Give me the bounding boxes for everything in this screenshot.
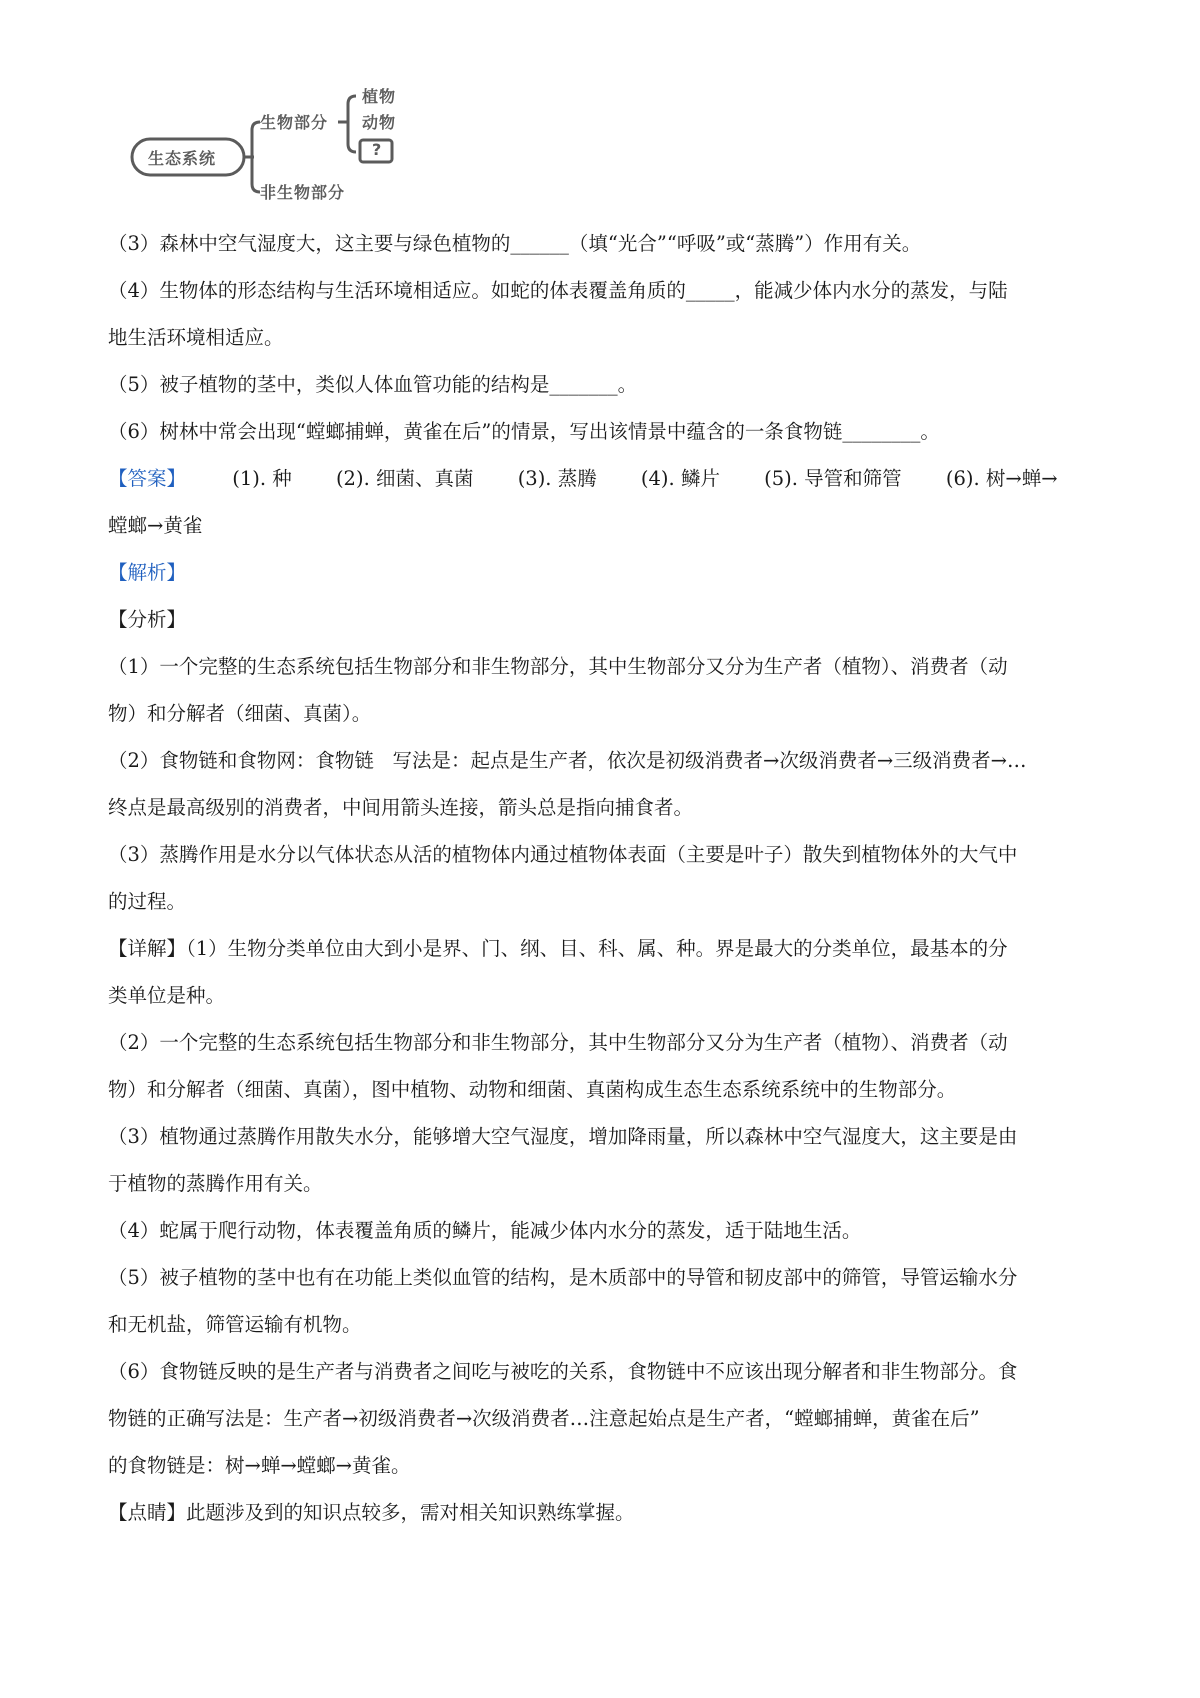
question-3: （3）森林中空气湿度大，这主要与绿色植物的______（填“光合”“呼吸”或“蒸腾”）作用有关。 [108, 232, 922, 255]
diagram-plants-label: 植物 [362, 87, 397, 106]
answer-row [108, 455, 1098, 502]
detail-5-line-2: 和无机盐，筛管运输有机物。 [108, 1313, 362, 1336]
question-6: （6）树林中常会出现“螳螂捕蝉，黄雀在后”的情景，写出该情景中蕴含的一条食物链________。 [108, 420, 940, 443]
detail-1-line-2: 类单位是种。 [108, 984, 226, 1007]
detail-4: （4）蛇属于爬行动物，体表覆盖角质的鳞片，能减少体内水分的蒸发，适于陆地生活。 [108, 1219, 862, 1242]
detail-tag: 【详解】 [108, 937, 187, 960]
detail-3-line-2: 于植物的蒸腾作用有关。 [108, 1172, 323, 1195]
ecosystem-diagram [130, 82, 430, 212]
comment-tag: 【点睛】 [108, 1501, 187, 1524]
analysis-3-line-1: （3）蒸腾作用是水分以气体状态从活的植物体内通过植物体表面（主要是叶子）散失到植物体外的大气中 [108, 843, 1018, 866]
detail-2-line-2: 物）和分解者（细菌、真菌），图中植物、动物和细菌、真菌构成生态生态系统系统中的生物部分。 [108, 1078, 957, 1101]
detail-6-line-1: （6）食物链反映的是生产者与消费者之间吃与被吃的关系，食物链中不应该出现分解者和非生物部分。食 [108, 1360, 1018, 1383]
comment-line [108, 1489, 1098, 1536]
answer-item-6: (6). 树→蝉→ [945, 467, 1058, 490]
detail-1-line-1 [108, 925, 1098, 972]
detail-5-line-1: （5）被子植物的茎中也有在功能上类似血管的结构，是木质部中的导管和韧皮部中的筛管，导管运输水分 [108, 1266, 1018, 1289]
diagram-animals-label: 动物 [362, 113, 397, 132]
detail-2-line-1: （2）一个完整的生态系统包括生物部分和非生物部分，其中生物部分又分为生产者（植物）、消费者（动 [108, 1031, 1008, 1054]
diagram-abiotic-label: 非生物部分 [260, 183, 346, 202]
answer-item-2: (2). 细菌、真菌 [335, 467, 474, 490]
answer-tag: 【答案】 [108, 467, 187, 490]
answer-item-1: (1). 种 [232, 467, 292, 490]
diagram-biotic-label: 生物部分 [260, 113, 329, 132]
analysis-1-line-2: 物）和分解者（细菌、真菌）。 [108, 702, 372, 725]
question-5: （5）被子植物的茎中，类似人体血管功能的结构是_______。 [108, 373, 638, 396]
document-body [108, 220, 1098, 1536]
analysis-3-line-2: 的过程。 [108, 890, 187, 913]
diagram-root-label: 生态系统 [148, 149, 217, 168]
answer-item-3: (3). 蒸腾 [517, 467, 597, 490]
comment-text: 此题涉及到的知识点较多，需对相关知识熟练掌握。 [186, 1501, 635, 1524]
question-4-line-1: （4）生物体的形态结构与生活环境相适应。如蛇的体表覆盖角质的_____，能减少体内水分的蒸发，与陆 [108, 279, 1008, 302]
analysis-1-line-1: （1）一个完整的生态系统包括生物部分和非生物部分，其中生物部分又分为生产者（植物）、消费者（动 [108, 655, 1008, 678]
analysis-2-line-1: （2）食物链和食物网：食物链 写法是：起点是生产者，依次是初级消费者→次级消费者→三级消费者→… [108, 749, 1027, 772]
analysis-tag: 【解析】 [108, 561, 187, 584]
diagram-unknown-label: ? [372, 140, 383, 159]
fenxi-tag: 【分析】 [108, 608, 187, 631]
answer-item-4: (4). 鳞片 [640, 467, 720, 490]
answer-continuation: 螳螂→黄雀 [108, 514, 203, 537]
detail-3-line-1: （3）植物通过蒸腾作用散失水分，能够增大空气湿度，增加降雨量，所以森林中空气湿度大，这主要是由 [108, 1125, 1018, 1148]
detail-6-line-3: 的食物链是：树→蝉→螳螂→黄雀。 [108, 1454, 411, 1477]
answer-item-5: (5). 导管和筛管 [764, 467, 902, 490]
question-4-line-2: 地生活环境相适应。 [108, 326, 284, 349]
detail-1-text: （1）生物分类单位由大到小是界、门、纲、目、科、属、种。界是最大的分类单位，最基本的分 [186, 937, 1008, 960]
analysis-2-line-2: 终点是最高级别的消费者，中间用箭头连接，箭头总是指向捕食者。 [108, 796, 694, 819]
detail-6-line-2: 物链的正确写法是：生产者→初级消费者→次级消费者…注意起始点是生产者，“螳螂捕蝉，黄雀在后” [108, 1407, 980, 1430]
